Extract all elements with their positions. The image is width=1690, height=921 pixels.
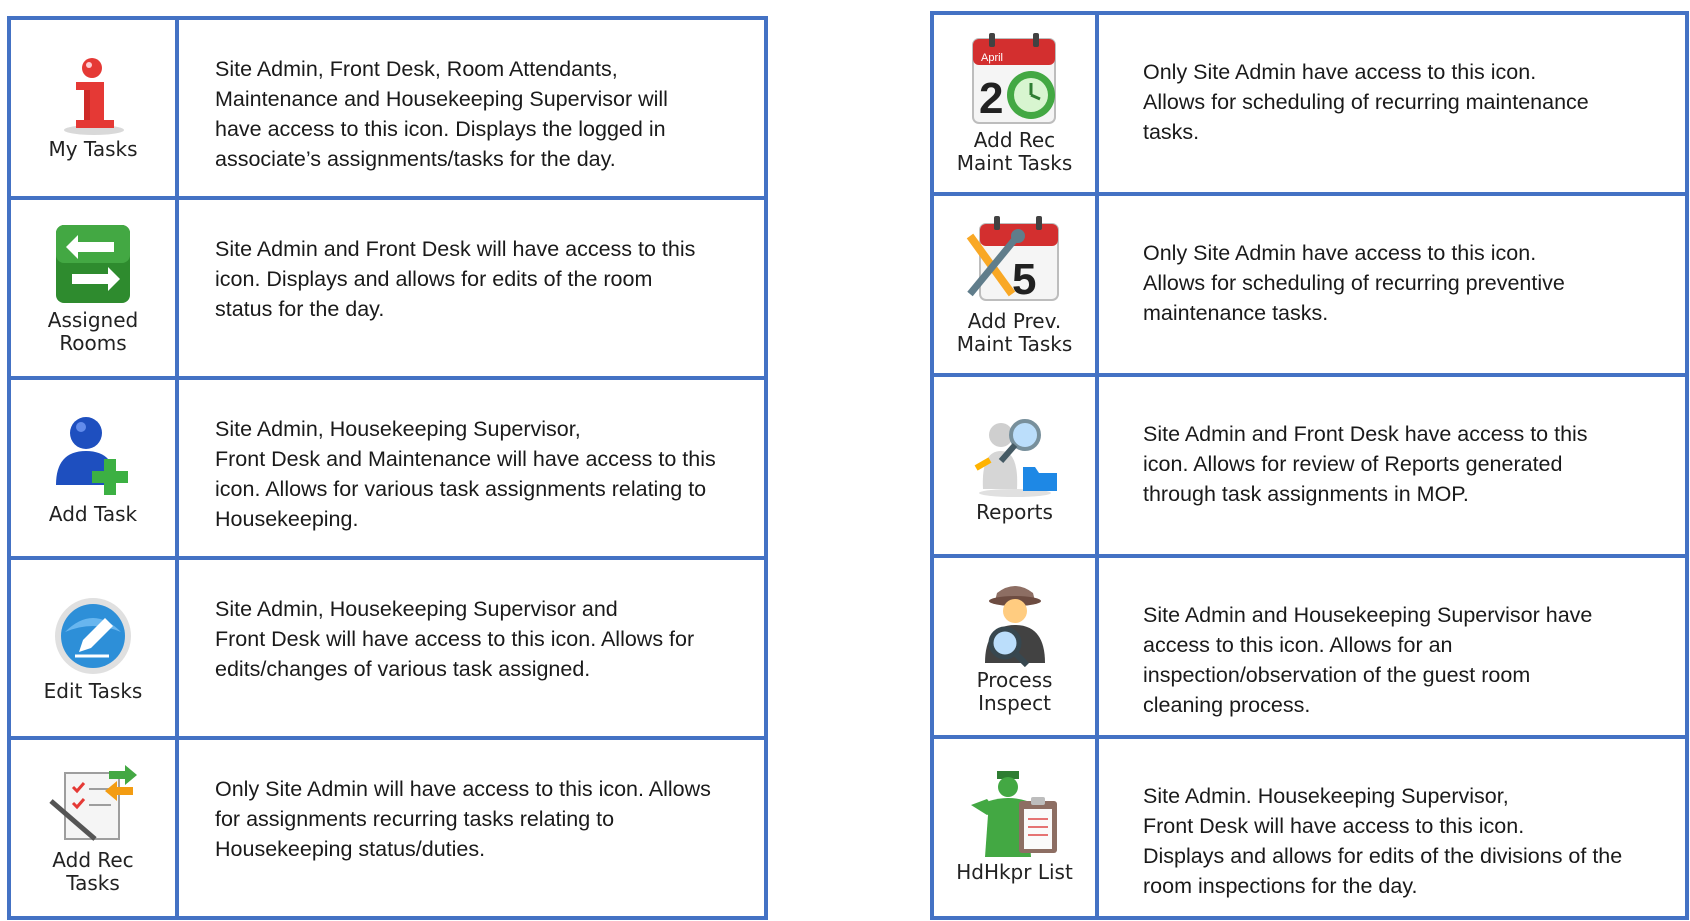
description-text: Site Admin, Housekeeping Supervisor and Front Desk will have access to this icon. Allows for edits/changes of various task assigned. bbox=[215, 597, 695, 681]
calendar-month: April bbox=[980, 51, 1003, 64]
description-text: Site Admin, Front Desk, Room Attendants, Maintenance and Housekeeping Supervisor will have access to this icon. Displays the logged in associate’s assignments/tasks for the day. bbox=[215, 57, 668, 171]
description-text: Site Admin and Front Desk have access to this icon. Allows for review of Reports generated through task assignments in MOP. bbox=[1143, 422, 1588, 506]
calendar-day: 2 bbox=[978, 73, 1003, 123]
description-text: Only Site Admin have access to this icon. Allows for scheduling of recurring maintenance tasks. bbox=[1143, 60, 1589, 144]
blue-pencil-circle-icon bbox=[51, 594, 135, 678]
icon-cell[interactable] bbox=[932, 375, 1097, 556]
icon-label: Reports bbox=[976, 500, 1053, 524]
icon-label: HdHkpr List bbox=[956, 860, 1073, 884]
icon-cell[interactable] bbox=[932, 737, 1097, 918]
table-row bbox=[9, 378, 766, 558]
left-icon-table bbox=[7, 16, 768, 920]
icon-label: Process Inspect bbox=[976, 667, 1053, 715]
table-row bbox=[932, 737, 1687, 918]
calendar-day: 5 bbox=[1011, 254, 1036, 304]
icon-label: Add Task bbox=[48, 501, 138, 526]
description-text: Site Admin, Housekeeping Supervisor, Front Desk and Maintenance will have access to this icon. Allows for various task assignments relating to Housekeeping. bbox=[215, 417, 716, 531]
description-cell bbox=[1097, 737, 1687, 918]
description-cell bbox=[177, 378, 766, 558]
red-info-person-icon bbox=[54, 56, 132, 136]
icon-cell[interactable] bbox=[932, 194, 1097, 375]
green-swap-arrows-icon bbox=[52, 221, 134, 307]
description-text: Site Admin. Housekeeping Supervisor, Front Desk will have access to this icon. Displays and allows for edits of the divisions of the room inspections for the day. bbox=[1143, 784, 1623, 898]
icon-label: Edit Tasks bbox=[43, 678, 143, 703]
head-housekeeper-clipboard-icon bbox=[967, 771, 1063, 859]
icon-cell[interactable] bbox=[9, 378, 177, 558]
calendar-clock-icon bbox=[967, 33, 1063, 127]
icon-cell[interactable] bbox=[9, 738, 177, 918]
inspector-detective-icon bbox=[975, 579, 1055, 667]
description-cell bbox=[177, 738, 766, 918]
calendar-tools-icon bbox=[966, 214, 1064, 308]
table-row bbox=[9, 738, 766, 918]
icon-cell[interactable] bbox=[932, 556, 1097, 737]
description-cell bbox=[1097, 375, 1687, 556]
icon-cell[interactable] bbox=[9, 18, 177, 198]
description-cell bbox=[177, 198, 766, 378]
table-row bbox=[932, 194, 1687, 375]
icon-label: Assigned Rooms bbox=[47, 308, 139, 355]
description-cell bbox=[1097, 13, 1687, 194]
table-row bbox=[9, 558, 766, 738]
icon-label: Add Rec Maint Tasks bbox=[956, 127, 1073, 175]
right-icon-table bbox=[930, 11, 1689, 920]
icon-cell[interactable] bbox=[932, 13, 1097, 194]
checklist-pen-icon bbox=[45, 761, 141, 847]
icon-label: Add Prev. Maint Tasks bbox=[956, 308, 1073, 356]
icon-cell[interactable] bbox=[9, 198, 177, 378]
description-cell bbox=[1097, 556, 1687, 737]
description-cell bbox=[177, 18, 766, 198]
description-text: Site Admin and Front Desk will have access to this icon. Displays and allows for edits of the room status for the day. bbox=[215, 237, 696, 321]
icon-label: My Tasks bbox=[48, 136, 138, 161]
description-cell bbox=[1097, 194, 1687, 375]
table-row bbox=[932, 556, 1687, 737]
blue-user-add-icon bbox=[48, 411, 138, 501]
reports-magnifier-icon bbox=[967, 407, 1063, 499]
table-row bbox=[932, 13, 1687, 194]
description-text: Only Site Admin will have access to this icon. Allows for assignments recurring tasks relating to Housekeeping status/duties. bbox=[215, 777, 711, 861]
table-row bbox=[9, 18, 766, 198]
icon-cell[interactable] bbox=[9, 558, 177, 738]
icon-label: Add Rec Tasks bbox=[52, 848, 134, 895]
description-cell bbox=[177, 558, 766, 738]
description-text: Site Admin and Housekeeping Supervisor have access to this icon. Allows for an inspection/observation of the guest room cleaning process. bbox=[1143, 603, 1593, 717]
description-text: Only Site Admin have access to this icon. Allows for scheduling of recurring preventive maintenance tasks. bbox=[1143, 241, 1565, 325]
table-row bbox=[9, 198, 766, 378]
table-row bbox=[932, 375, 1687, 556]
